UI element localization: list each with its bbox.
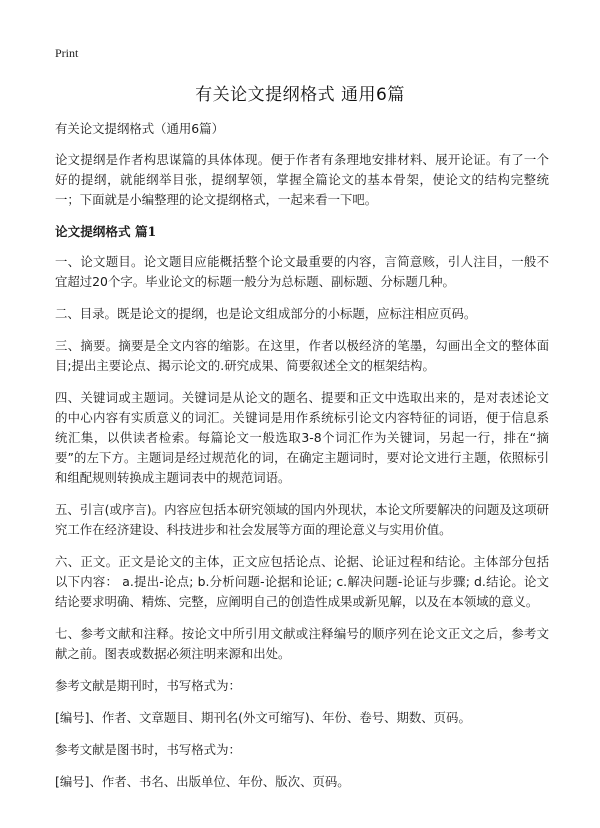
paragraph-journal-format: [编号]、作者、文章题目、期刊名(外文可缩写)、年份、卷号、期数、页码。: [55, 710, 471, 725]
paragraph-main-body: 六、正文。正文是论文的主体，正文应包括论点、论据、论证过程和结论。主体部分包括以下内容： a.提出-论点; b.分析问题-论据和论证; c.解决问题-论证与步骤; d.结论。论文结论要求明确、精炼、完整，应阐明自己的创造性成果或新见解，以及在本领域的意义。: [55, 554, 549, 609]
document-subtitle: 有关论文提纲格式（通用6篇）: [55, 121, 224, 136]
paragraph-keywords: 四、关键词或主题词。关键词是从论文的题名、提要和正文中选取出来的，是对表述论文的中心内容有实质意义的词汇。关键词是用作系统标引论文内容特征的词语，便于信息系统汇集，以供读者检索。每篇论文一般选取3-8个词汇作为关键词，另起一行，排在“摘要”的左下方。主题词是经过规范化的词，在确定主题词时，要对论文进行主题，依照标引和组配规则转换成主题词表中的规范词语。: [55, 390, 549, 485]
paragraph-abstract: 三、摘要。摘要是全文内容的缩影。在这里，作者以极经济的笔墨，勾画出全文的整体面目;提出主要论点、揭示论文的.研究成果、简要叙述全文的框架结构。: [55, 338, 549, 373]
intro-paragraph: 论文提纲是作者构思谋篇的具体体现。便于作者有条理地安排材料、展开论证。有了一个好的提纲，就能纲举目张，提纲挈领，掌握全篇论文的基本骨架，使论文的结构完整统一；下面就是小编整理的论文提纲格式，一起来看一下吧。: [55, 152, 549, 207]
document-body: [55, 119, 549, 804]
paragraph-book-format-label: 参考文献是图书时，书写格式为：: [55, 742, 241, 757]
paragraph-book-format: [编号]、作者、书名、出版单位、年份、版次、页码。: [55, 774, 350, 789]
paragraph-references: 七、参考文献和注释。按论文中所引用文献或注释编号的顺序列在论文正文之后，参考文献之前。图表或数据必须注明来源和出处。: [55, 626, 549, 661]
paragraph-title: 一、论文题目。论文题目应能概括整个论文最重要的内容，言简意赅，引人注目，一般不宜超过20个字。毕业论文的标题一般分为总标题、副标题、分标题几种。: [55, 254, 549, 289]
print-link[interactable]: Print: [55, 46, 79, 60]
paragraph-introduction: 五、引言(或序言)。内容应包括本研究领域的国内外现状，本论文所要解决的问题及这项研究工作在经济建设、科技进步和社会发展等方面的理论意义与实用价值。: [55, 502, 549, 537]
paragraph-journal-format-label: 参考文献是期刊时，书写格式为：: [55, 678, 241, 693]
paragraph-toc: 二、目录。既是论文的提纲，也是论文组成部分的小标题，应标注相应页码。: [55, 306, 477, 321]
document-title: 有关论文提纲格式 通用6篇: [195, 85, 405, 105]
section-heading: 论文提纲格式 篇1: [55, 224, 157, 239]
